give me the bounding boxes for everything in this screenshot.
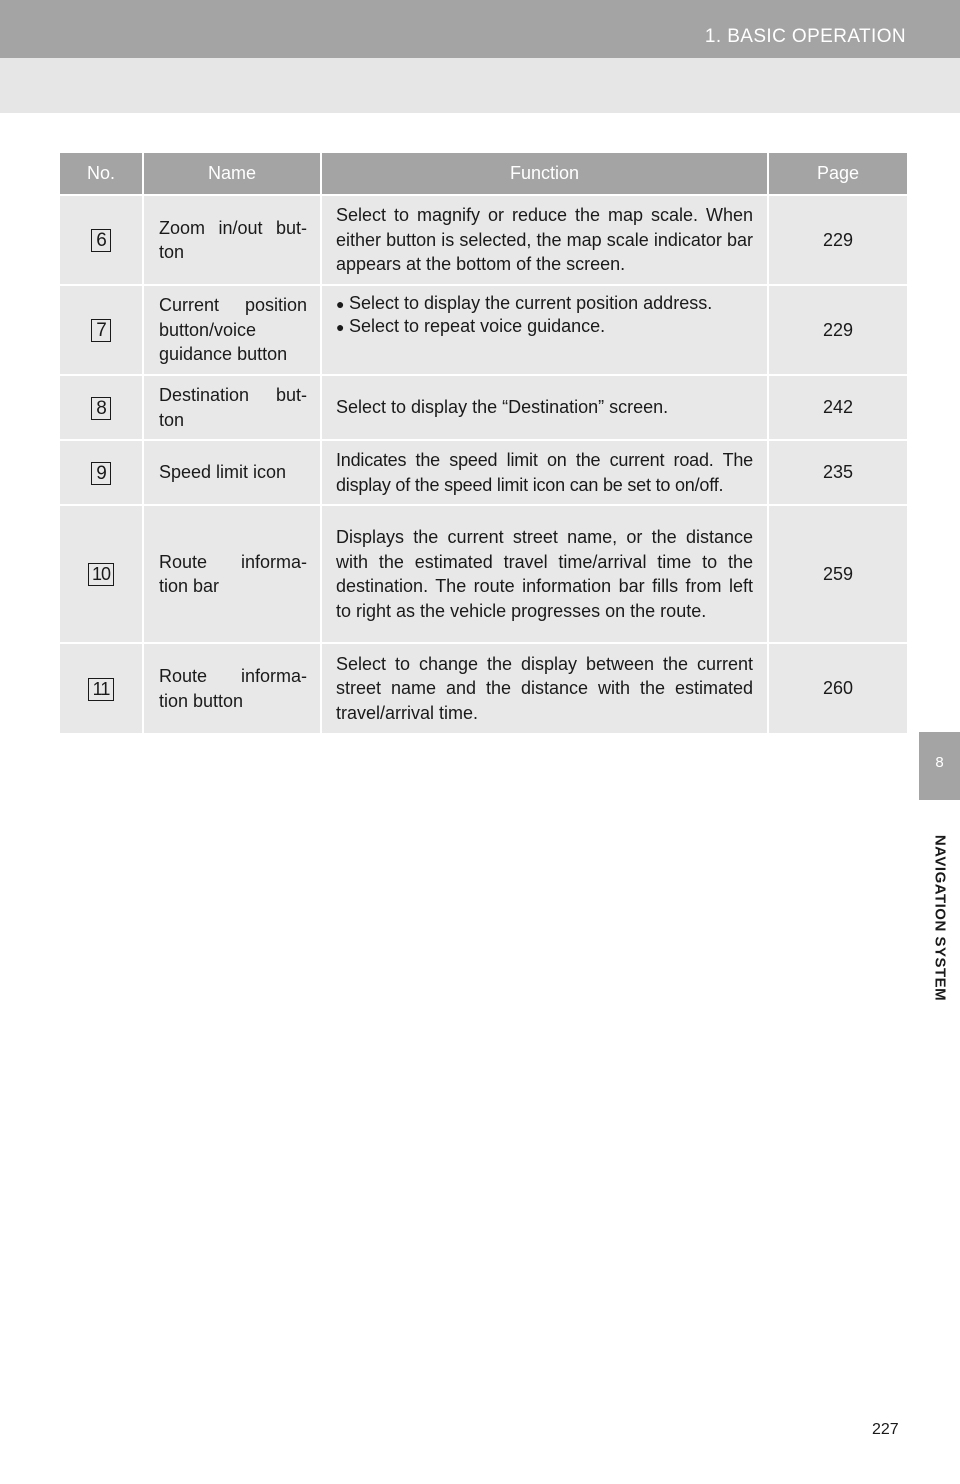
function-table (60, 153, 907, 733)
chapter-label-wrap (919, 812, 960, 1024)
row-function-cell: Select to change the display between the current street name and the distance with the estimated travel/arrival time. (321, 643, 768, 733)
row-name-cell (143, 195, 321, 285)
row-name-cell: Speed limit icon (143, 440, 321, 505)
row-number-badge: 6 (91, 229, 111, 252)
function-bullet-text: Select to display the current position address. (349, 293, 713, 313)
row-name-line: ton (159, 242, 185, 262)
column-header-name: Name (143, 153, 321, 195)
header-bar (0, 0, 960, 58)
table-header-row (60, 153, 907, 195)
column-header-page: Page (768, 153, 907, 195)
table-row (60, 440, 907, 505)
column-header-function: Function (321, 153, 768, 195)
row-function-cell (321, 285, 768, 375)
row-name-line: Destination but- (159, 385, 307, 405)
table-row (60, 505, 907, 643)
row-page-cell: 235 (768, 440, 907, 505)
row-name-cell (143, 505, 321, 643)
row-number-badge: 8 (91, 397, 111, 420)
row-name-cell (143, 643, 321, 733)
row-number-badge: 10 (88, 563, 114, 586)
row-number-badge: 7 (91, 319, 111, 342)
row-page-cell: 229 (768, 195, 907, 285)
function-bullet-text: Select to repeat voice guidance. (349, 316, 606, 336)
table-row (60, 195, 907, 285)
row-page-cell: 259 (768, 505, 907, 643)
row-name-line: Route informa- (159, 551, 307, 572)
bullet-dot-icon: ● (336, 296, 345, 312)
row-function-cell: Displays the current street name, or the distance with the estimated travel time/arrival time to the destination. The route information bar fills from left to right as the vehicle progresses on the route. (321, 505, 768, 643)
column-header-no: No. (60, 153, 143, 195)
row-name-line: Current position (159, 295, 307, 316)
row-name-line: guidance button (159, 344, 288, 365)
bullet-dot-icon: ● (336, 319, 345, 335)
table-row (60, 285, 907, 375)
function-bullet (336, 292, 753, 315)
row-name-line: Route informa- (159, 666, 307, 686)
row-page-cell: 260 (768, 643, 907, 733)
row-function-cell: Select to magnify or reduce the map scale. When either button is selected, the map scale indicator bar appears at the bottom of the screen. (321, 195, 768, 285)
table-row (60, 643, 907, 733)
row-number-cell (60, 195, 143, 285)
row-number-cell (60, 440, 143, 505)
header-band (0, 58, 960, 113)
row-page-cell: 242 (768, 375, 907, 440)
chapter-label: NAVIGATION SYSTEM (931, 834, 948, 1002)
row-function-cell: Indicates the speed limit on the current road. The display of the speed limit icon can be set to on/off. (321, 440, 768, 505)
row-name-line: button/voice (159, 319, 257, 340)
row-name-line: ton (159, 409, 185, 430)
row-name-cell (143, 285, 321, 375)
function-bullet (336, 315, 753, 338)
row-number-cell (60, 505, 143, 643)
row-number-cell (60, 285, 143, 375)
row-number-cell (60, 375, 143, 440)
row-name-line: tion bar (159, 576, 220, 596)
section-title: 1. BASIC OPERATION (704, 26, 906, 47)
row-name-line: Zoom in/out but- (159, 217, 307, 238)
row-name-line: tion button (159, 690, 244, 711)
table-row (60, 375, 907, 440)
page-number: 227 (872, 1421, 899, 1438)
row-page-cell: 229 (768, 285, 907, 375)
row-number-cell (60, 643, 143, 733)
chapter-tab (919, 732, 960, 800)
row-number-badge: 11 (88, 678, 114, 701)
chapter-number: 8 (935, 754, 944, 771)
row-name-cell (143, 375, 321, 440)
row-number-badge: 9 (91, 462, 111, 485)
row-function-cell: Select to display the “Destination” screen. (321, 375, 768, 440)
